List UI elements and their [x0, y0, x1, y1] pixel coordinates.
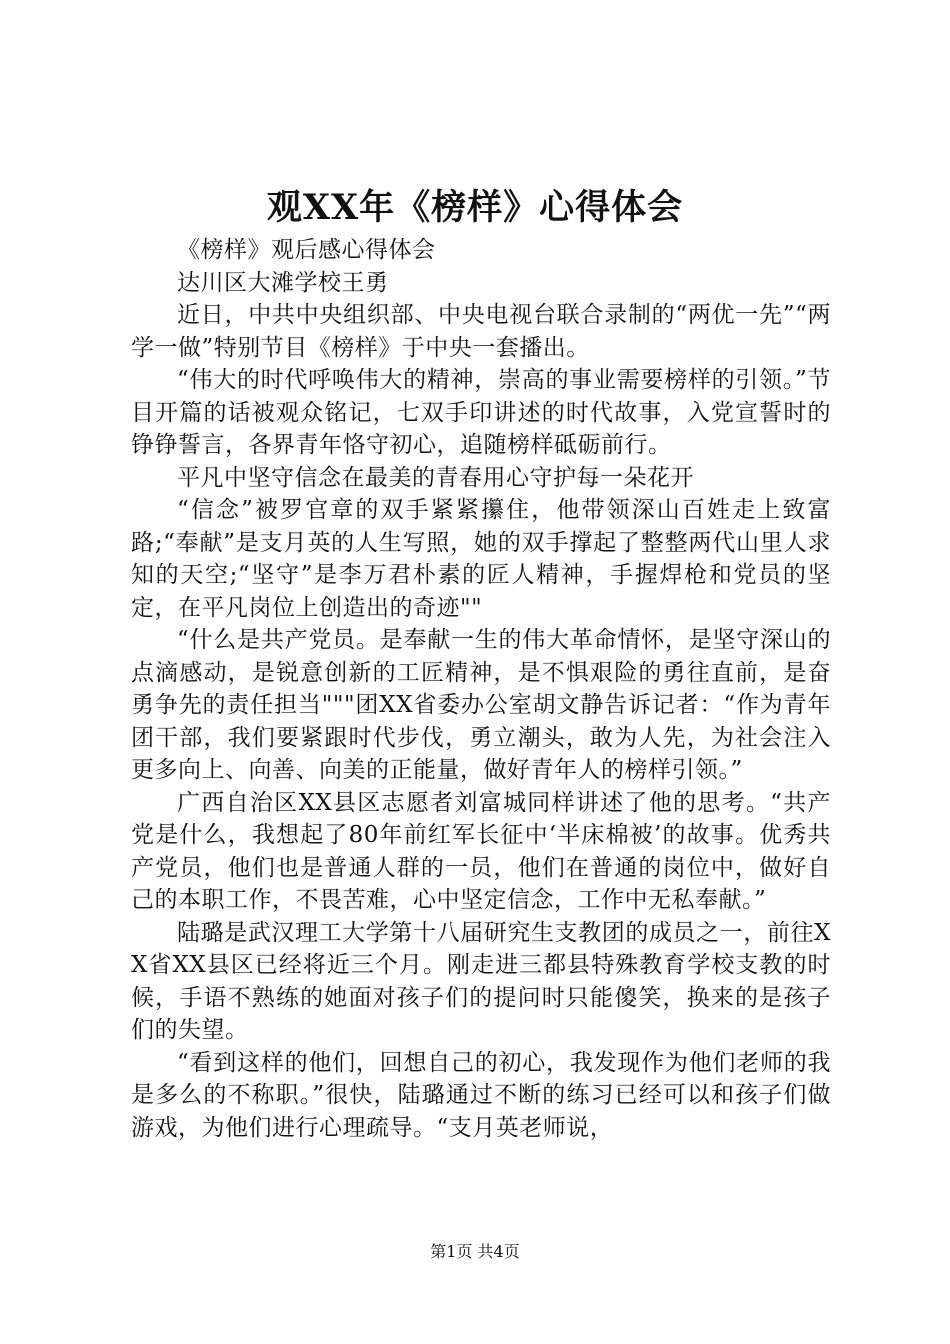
body-paragraph: 陆璐是武汉理工大学第十八届研究生支教团的成员之一，前往XX省XX县区已经将近三个月。刚走进三都县特殊教育学校支教的时候，手语不熟练的她面对孩子们的提问时只能傻笑，换来的是孩子们的失望。	[131, 919, 831, 1043]
page-footer: 第1页 共4页	[430, 1242, 520, 1261]
body-paragraph: 平凡中坚守信念在最美的青春用心守护每一朵花开	[177, 464, 694, 491]
body-paragraph: 《榜样》观后感心得体会	[177, 237, 436, 263]
body-paragraph: “伟大的时代呼唤伟大的精神，崇高的事业需要榜样的引领。”节目开篇的话被观众铭记，七双手印讲述的时代故事，入党宣誓时的铮铮誓言，各界青年恪守初心，追随榜样砥砺前行。	[131, 367, 831, 458]
body-paragraph: 广西自治区XX县区志愿者刘富城同样讲述了他的思考。“共产党是什么，我想起了80年前红军长征中‘半床棉被’的故事。优秀共产党员，他们也是普通人群的一员，他们在普通的岗位中，做好自己的本职工作，不畏苦难，心中坚定信念，工作中无私奉献。”	[131, 789, 831, 913]
body-paragraph: 近日，中共中央组织部、中央电视台联合录制的“两优一先”“两学一做”特别节目《榜样》于中央一套播出。	[131, 302, 831, 361]
body-paragraph: 达川区大滩学校王勇	[177, 269, 389, 296]
document-body	[131, 234, 831, 1144]
document-title: 观XX年《榜样》心得体会	[266, 187, 684, 228]
body-paragraph: “看到这样的他们，回想自己的初心，我发现作为他们老师的我是多么的不称职。”很快，陆璐通过不断的练习已经可以和孩子们做游戏，为他们进行心理疏导。“支月英老师说，	[131, 1049, 831, 1141]
body-paragraph: “什么是共产党员。是奉献一生的伟大革命情怀，是坚守深山的点滴感动，是锐意创新的工匠精神，是不惧艰险的勇往直前，是奋勇争先的责任担当"""团XX省委办公室胡文静告诉记者：“作为青年团干部，我们要紧跟时代步伐，勇立潮头，敢为人先，为社会注入更多向上、向善、向美的正能量，做好青年人的榜样引领。”	[131, 627, 831, 783]
body-paragraph: “信念”被罗官章的双手紧紧攥住，他带领深山百姓走上致富路;“奉献”是支月英的人生写照，她的双手撑起了整整两代山里人求知的天空;“坚守”是李万君朴素的匠人精神，手握焊枪和党员的坚定，在平凡岗位上创造出的奇迹""	[131, 497, 831, 621]
